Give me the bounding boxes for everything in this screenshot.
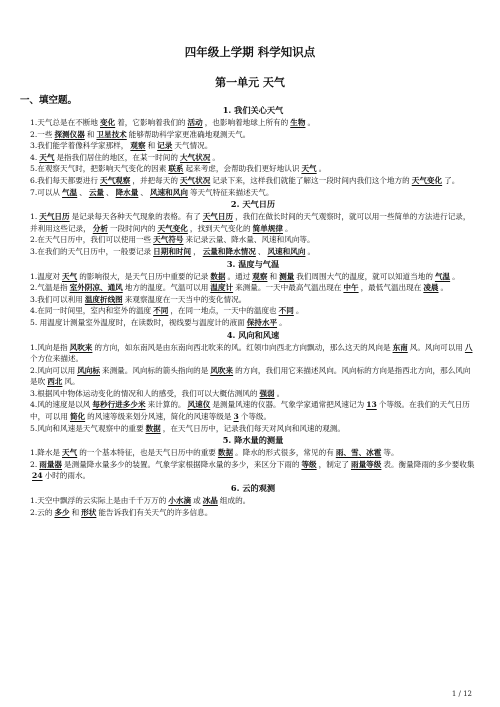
fill-in-item — [30, 388, 476, 400]
item-text: 地方的温度。气温可以用 — [124, 283, 209, 293]
item-text: 风。风向可以用 — [409, 342, 463, 352]
item-text: 2.一些 — [30, 129, 53, 139]
answer-blank: 天气状况 — [179, 175, 211, 185]
answer-blank: 风吹来 — [210, 365, 234, 375]
item-text: 6.我们每天都要进行 — [30, 175, 98, 185]
item-text: 来测量。风向标的箭头指向的是 — [102, 365, 209, 375]
fill-in-item — [30, 423, 476, 435]
answer-blank: 云量和降水情况 — [202, 246, 256, 256]
item-text: ，并把每天的 — [132, 175, 178, 185]
fill-in-item — [30, 317, 476, 329]
answer-blank: 大气状况 — [179, 152, 211, 162]
answer-blank: 风速仪 — [187, 400, 211, 410]
answer-blank: 风速和风向 — [267, 246, 306, 256]
fill-in-item — [30, 187, 476, 199]
item-text: 、 — [140, 187, 148, 197]
item-text: 能够帮助科学家更准确地观测天气。 — [128, 129, 251, 139]
fill-in-item — [30, 365, 476, 388]
item-text: 来测量。一天中最高气温出现在 — [235, 283, 342, 293]
item-text: 4.在同一时间里，室内和室外的温度 — [30, 306, 152, 316]
item-text: 3.在我们的天气日历中，一般要记录 — [30, 246, 152, 256]
item-text: 能告诉我们有关天气的许多信息。 — [98, 507, 213, 517]
item-text: 一段时间内的 — [109, 223, 156, 233]
item-text: 是指我们居住的地区，在某一时间的 — [56, 152, 178, 162]
document-title: 四年级上学期 科学知识点 — [184, 45, 316, 59]
fill-in-item — [30, 211, 476, 234]
item-text: 来记录云量、降水量、风速和风向等。 — [185, 235, 315, 245]
item-text: 1.风向是指 — [30, 342, 68, 352]
item-text: ，也影响着地球上所有的 — [204, 118, 289, 127]
item-text: 的风速等级来划分风速，简化的风速等级是 — [87, 412, 232, 422]
item-text: 。 — [285, 223, 293, 233]
item-text: 。 — [276, 388, 285, 398]
fill-in-item — [30, 246, 476, 258]
item-text: 表。衡量降雨的多少要收集 — [383, 459, 475, 469]
answer-blank: 变化 — [100, 118, 116, 127]
item-text: 和 — [71, 507, 80, 517]
fill-in-item — [30, 459, 476, 482]
item-text: 3.根据风中物体运动变化的情况和人的感受，我们可以大概估测风的 — [30, 388, 258, 398]
item-text: 2.风向可以用 — [30, 365, 76, 375]
fill-in-item — [30, 342, 476, 365]
item-text: 和 — [269, 271, 278, 281]
item-text: 1.天空中飘浮的云实际上是由千千万万的 — [30, 496, 167, 506]
item-text: 。 — [307, 246, 316, 256]
item-text: 了。 — [444, 175, 460, 185]
answer-blank: 3 — [233, 412, 239, 422]
item-text: 1.降水是 — [30, 448, 61, 458]
answer-blank: 每秒行进多少米 — [92, 400, 146, 410]
fill-in-item — [30, 294, 476, 306]
answer-blank: 简化 — [69, 412, 86, 422]
item-text: 。降水的形式很多，常见的有 — [235, 448, 334, 458]
item-text: 等天气特征来描述天气。 — [189, 187, 274, 197]
answer-blank: 雨量等级 — [351, 459, 382, 469]
answer-blank: 不同 — [153, 306, 169, 316]
item-text: 5. 用温度计测量室外温度时，在读数时，视线要与温度计的液面 — [30, 317, 245, 327]
answer-blank: 天气变化 — [411, 175, 443, 185]
answer-blank: 西北 — [47, 377, 63, 387]
answer-blank: 活动 — [187, 118, 203, 127]
section-title: 一、填空题。 — [20, 95, 78, 106]
item-text: 7.可以从 — [30, 187, 61, 197]
page-number: 1 / 12 — [451, 690, 472, 698]
item-text: 起来考虑，会帮助我们更好地认识 — [185, 164, 300, 174]
answer-blank: 卫星技术 — [96, 129, 127, 139]
item-text: 、 — [79, 187, 87, 197]
item-text: 5.风向和风速是天气观察中的重要 — [30, 423, 144, 433]
answer-blank: 云量 — [88, 187, 104, 197]
answer-blank: 分析 — [92, 223, 108, 233]
item-text: 、 — [106, 187, 114, 197]
item-text: 。 — [440, 283, 449, 293]
item-text: 。 — [318, 164, 327, 174]
item-text: 天气情况。 — [174, 141, 213, 151]
item-text: 1.温度对 — [30, 271, 61, 281]
answer-blank: 雨量器 — [39, 459, 63, 469]
answer-blank: 天气变化 — [157, 223, 188, 233]
answer-blank: 保持水平 — [246, 317, 278, 327]
fill-in-item — [30, 495, 476, 507]
answer-blank: 联系 — [168, 164, 184, 174]
item-text: 。 — [212, 152, 220, 162]
answer-blank: 八 — [464, 342, 473, 352]
answer-blank: 雨、雪、冰雹 — [335, 448, 382, 458]
fill-in-item — [30, 447, 476, 459]
answer-blank: 天气 — [39, 152, 55, 162]
fill-in-item — [30, 271, 476, 283]
answer-blank: 多少 — [54, 507, 70, 517]
item-text: 。 — [295, 306, 304, 316]
item-text: 3.我们能学着像科学家那样， — [30, 141, 129, 151]
fill-in-item — [30, 399, 476, 422]
answer-blank: 观察 — [130, 141, 146, 151]
answer-blank: 凌晨 — [423, 283, 439, 293]
item-text: 记录下来，这样我们就能了解这一段时间内我们这个地方的 — [212, 175, 410, 185]
item-text: 。 — [279, 317, 287, 327]
item-text: 是测量风速的仪器。气象学家通常把风速记为 — [212, 400, 365, 410]
answer-blank: 数据 — [145, 423, 161, 433]
item-text: 4. — [30, 152, 38, 162]
answer-blank: 记录 — [157, 141, 173, 151]
item-text: 的方向，如东南风是由东南向西北吹来的风。红领巾向西北方向飘动，那么这天的风向是 — [94, 342, 391, 352]
answer-blank: 数据 — [210, 271, 226, 281]
item-text: ，我们在做长时间的天气观察时，就可以用一些简单的方法进行记录，并利用这些记录， — [30, 212, 471, 233]
fill-in-item — [30, 152, 476, 164]
answer-blank: 东南 — [392, 342, 408, 352]
item-text: 组成的。 — [219, 496, 251, 506]
answer-blank: 13 — [366, 400, 377, 410]
answer-blank: 冰晶 — [202, 496, 218, 506]
fill-in-item — [30, 507, 476, 519]
fill-in-item — [30, 282, 476, 294]
answer-blank: 降水量 — [115, 187, 139, 197]
item-text: 1. — [30, 212, 38, 222]
answer-blank: 不同 — [278, 306, 294, 316]
fill-in-item — [30, 175, 476, 187]
fill-in-item — [30, 117, 476, 129]
item-text: 和 — [147, 141, 156, 151]
subsection-heading: 5. 降水量的测量 — [222, 435, 284, 446]
item-text: 2.云的 — [30, 507, 53, 517]
item-text: 2.在天气日历中，我们可以使用一些 — [30, 235, 152, 245]
answer-blank: 探测仪器 — [54, 129, 85, 139]
item-text: 我们周围大气的温度，就可以知道当地的 — [296, 271, 433, 281]
fill-in-item — [30, 140, 476, 152]
answer-blank: 风向标 — [77, 365, 100, 375]
subsection-heading: 3. 温度与气温 — [226, 258, 280, 269]
answer-blank: 天气 — [301, 164, 317, 174]
answer-blank: 温度计 — [210, 283, 234, 293]
item-text: 、 — [257, 246, 266, 256]
answer-blank: 天气 — [62, 271, 78, 281]
answer-blank: 日期和时间 — [153, 246, 192, 256]
answer-blank: 天气符号 — [153, 235, 184, 245]
item-text: 是记录每天各种天气现象的表格。有了 — [71, 212, 201, 222]
subsection-heading: 4. 风向和风速 — [226, 329, 280, 340]
answer-blank: 生物 — [290, 118, 306, 127]
item-text: 的一个基本特征，也是天气日历中的重要 — [79, 448, 216, 458]
item-text: 和 — [86, 129, 95, 139]
answer-blank: 测量 — [279, 271, 295, 281]
answer-blank: 24 — [32, 471, 43, 481]
item-text: ， — [193, 246, 201, 256]
item-text: 是测量降水量多少的装置。气象学家根据降水量的多少，来区分下雨的 — [64, 459, 300, 469]
item-text: ，在同一地点，一天中的温度也 — [170, 306, 277, 316]
answer-blank: 温度折线图 — [84, 294, 123, 304]
item-text: ，在天气日历中，记录我们每天对风向和风速的观测。 — [162, 423, 345, 433]
item-text: 着，它影响着我们的 — [117, 118, 186, 127]
subsection-heading: 1. 我们关心天气 — [222, 105, 284, 115]
item-text: 来计算的。 — [147, 400, 186, 410]
answer-blank: 天气 — [62, 448, 78, 458]
fill-in-item — [30, 234, 476, 246]
answer-blank: 数据 — [217, 448, 234, 458]
subsection-heading: 6. 云的观测 — [230, 483, 276, 494]
answer-blank: 风速和风向 — [149, 187, 188, 197]
item-text: 。 — [307, 118, 316, 127]
item-text: 来观察温度在一天当中的变化情况。 — [124, 294, 247, 304]
subsection-heading: 2. 天气日历 — [230, 199, 276, 210]
answer-blank: 简单规律 — [252, 223, 283, 233]
item-text: 1.天气总是在不断地 — [30, 118, 98, 127]
item-text: ，找到天气变化的 — [189, 223, 251, 233]
answer-blank: 小水滴 — [168, 496, 192, 506]
fill-in-item — [30, 129, 476, 141]
unit-title: 第一单元 天气 — [215, 76, 285, 89]
answer-blank: 天气观察 — [100, 175, 131, 185]
item-text: 的方向，我们用它来描述风向。风向标的方向是指西北方向，那么风向是吹 — [30, 365, 471, 387]
item-text: 3.我们可以利用 — [30, 294, 83, 304]
content-body — [30, 104, 476, 518]
answer-blank: 天气日历 — [202, 212, 234, 222]
item-text: 个等级。 — [240, 412, 272, 422]
item-text: 。 — [452, 271, 460, 281]
answer-blank: 气温 — [434, 271, 451, 281]
answer-blank: 气温 — [62, 187, 78, 197]
item-text: 等。 — [383, 448, 399, 458]
item-text: 。通过 — [227, 271, 251, 281]
item-text: 4.风的速度是以风 — [30, 400, 91, 410]
fill-in-item — [30, 305, 476, 317]
answer-blank: 等级 — [301, 459, 317, 469]
answer-blank: 强弱 — [259, 388, 275, 398]
item-text: ，最低气温出现在 — [360, 283, 422, 293]
item-text: ，制定了 — [318, 459, 349, 469]
item-text: 2.气温是指 — [30, 283, 68, 293]
answer-blank: 风吹来 — [69, 342, 93, 352]
answer-blank: 中午 — [343, 283, 359, 293]
answer-blank: 形状 — [81, 507, 97, 517]
item-text: 5.在观察天气时，把影响天气变化的因素 — [30, 164, 167, 174]
item-text: 或 — [193, 496, 201, 506]
item-text: 2. — [30, 459, 38, 469]
item-text: 风。 — [64, 377, 80, 387]
fill-in-item — [30, 163, 476, 175]
item-text: 小时的雨水。 — [44, 471, 91, 481]
item-text: 的影响很大，是天气日历中重要的记录 — [79, 271, 209, 281]
item-text: 个方位来描述。 — [30, 354, 84, 364]
answer-blank: 观察 — [252, 271, 268, 281]
item-text: 个等级。在我们的天气日历中，可以用 — [30, 400, 470, 422]
answer-blank: 天气日历 — [39, 212, 70, 222]
answer-blank: 室外阴凉、通风 — [69, 283, 123, 293]
